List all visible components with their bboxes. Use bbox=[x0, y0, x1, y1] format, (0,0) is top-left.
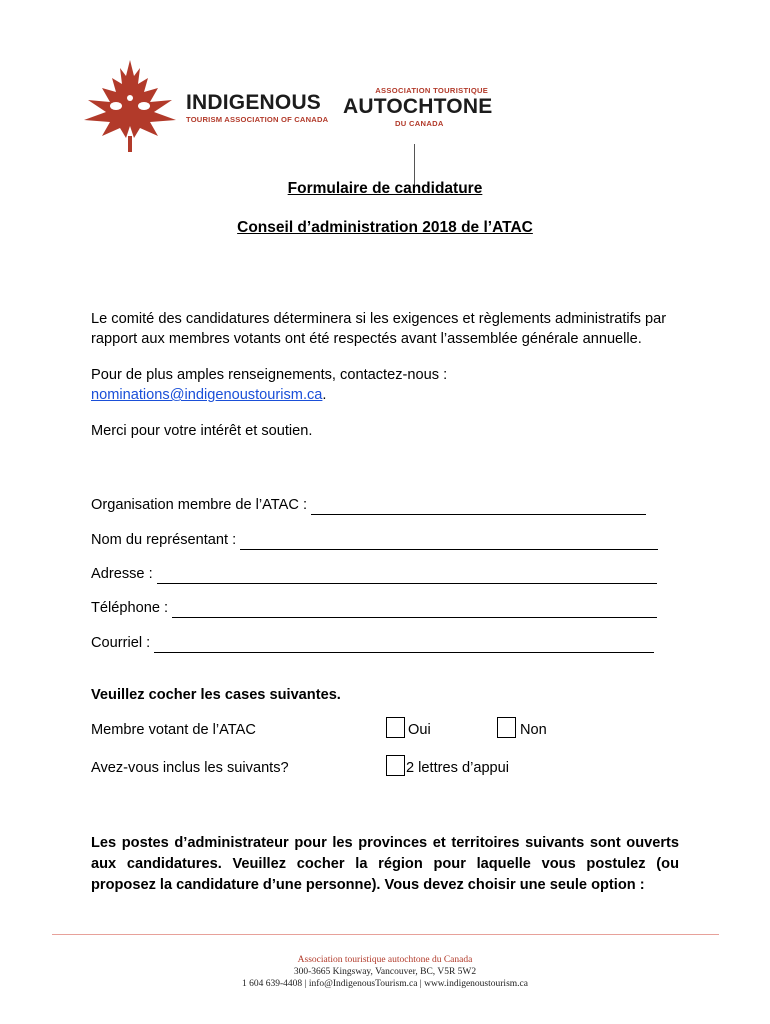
address-line[interactable] bbox=[157, 569, 657, 584]
organisation-label: Organisation membre de l’ATAC : bbox=[91, 497, 308, 513]
positions-notice: Les postes d’administrateur pour les provinces et territoires suivants sont ouverts aux candidatures. Veuillez cocher la région pour laquelle vous postulez (ou proposez la candidature d’une personne). Vous devez choisir une seule option : bbox=[91, 835, 679, 893]
logo-english-sub: TOURISM ASSOCIATION OF CANADA bbox=[186, 115, 329, 124]
form-title: Formulaire de candidature bbox=[287, 180, 483, 197]
organisation-field[interactable] bbox=[91, 495, 646, 515]
contact-text: Pour de plus amples renseignements, contactez-nous : bbox=[91, 367, 448, 383]
representative-line[interactable] bbox=[240, 535, 658, 550]
contact-period: . bbox=[322, 387, 327, 403]
letters-checkbox[interactable] bbox=[386, 755, 405, 776]
contact-paragraph bbox=[91, 365, 691, 405]
letters-label: 2 lettres d’appui bbox=[406, 760, 510, 776]
representative-field[interactable] bbox=[91, 530, 658, 550]
non-label: Non bbox=[520, 722, 547, 738]
logo-english bbox=[186, 92, 328, 124]
form-subtitle: Conseil d’administration 2018 de l’ATAC bbox=[237, 219, 533, 236]
address-field[interactable] bbox=[91, 564, 657, 584]
checkbox-heading: Veuillez cocher les cases suivantes. bbox=[91, 687, 341, 703]
phone-label: Téléphone : bbox=[91, 600, 169, 616]
footer-org: Association touristique autochtone du Canada bbox=[297, 955, 473, 965]
organisation-line[interactable] bbox=[311, 500, 646, 515]
phone-line[interactable] bbox=[172, 603, 657, 618]
oui-checkbox[interactable] bbox=[386, 717, 405, 738]
logo-french-top: ASSOCIATION TOURISTIQUE bbox=[375, 86, 489, 95]
non-checkbox[interactable] bbox=[497, 717, 516, 738]
logo-french-name: AUTOCHTONE bbox=[343, 95, 493, 118]
voting-member-label: Membre votant de l’ATAC bbox=[91, 722, 256, 738]
address-label: Adresse : bbox=[91, 566, 153, 582]
phone-field[interactable] bbox=[91, 598, 657, 618]
email-line[interactable] bbox=[154, 638, 654, 653]
footer-divider bbox=[52, 934, 719, 935]
footer-contact: 1 604 639-4408 | info@IndigenousTourism.ca | www.indigenoustourism.ca bbox=[242, 979, 528, 989]
email-label: Courriel : bbox=[91, 635, 151, 651]
included-label: Avez-vous inclus les suivants? bbox=[91, 760, 289, 776]
representative-label: Nom du représentant : bbox=[91, 532, 237, 548]
footer-address: 300-3665 Kingsway, Vancouver, BC, V5R 5W2 bbox=[293, 967, 477, 977]
intro-paragraph: Le comité des candidatures déterminera si les exigences et règlements administratifs par rapport aux membres votants ont été respectés avant l’assemblée générale annuelle. bbox=[91, 311, 667, 347]
maple-leaf-emblem-icon bbox=[80, 58, 180, 154]
logo-english-name: INDIGENOUS bbox=[186, 91, 322, 114]
email-link[interactable]: nominations@indigenoustourism.ca bbox=[91, 387, 323, 403]
logo-french-sub: DU CANADA bbox=[395, 119, 444, 128]
oui-label: Oui bbox=[408, 722, 431, 738]
email-field[interactable] bbox=[91, 633, 654, 653]
logo-french bbox=[343, 86, 492, 128]
thanks-paragraph: Merci pour votre intérêt et soutien. bbox=[91, 423, 313, 439]
